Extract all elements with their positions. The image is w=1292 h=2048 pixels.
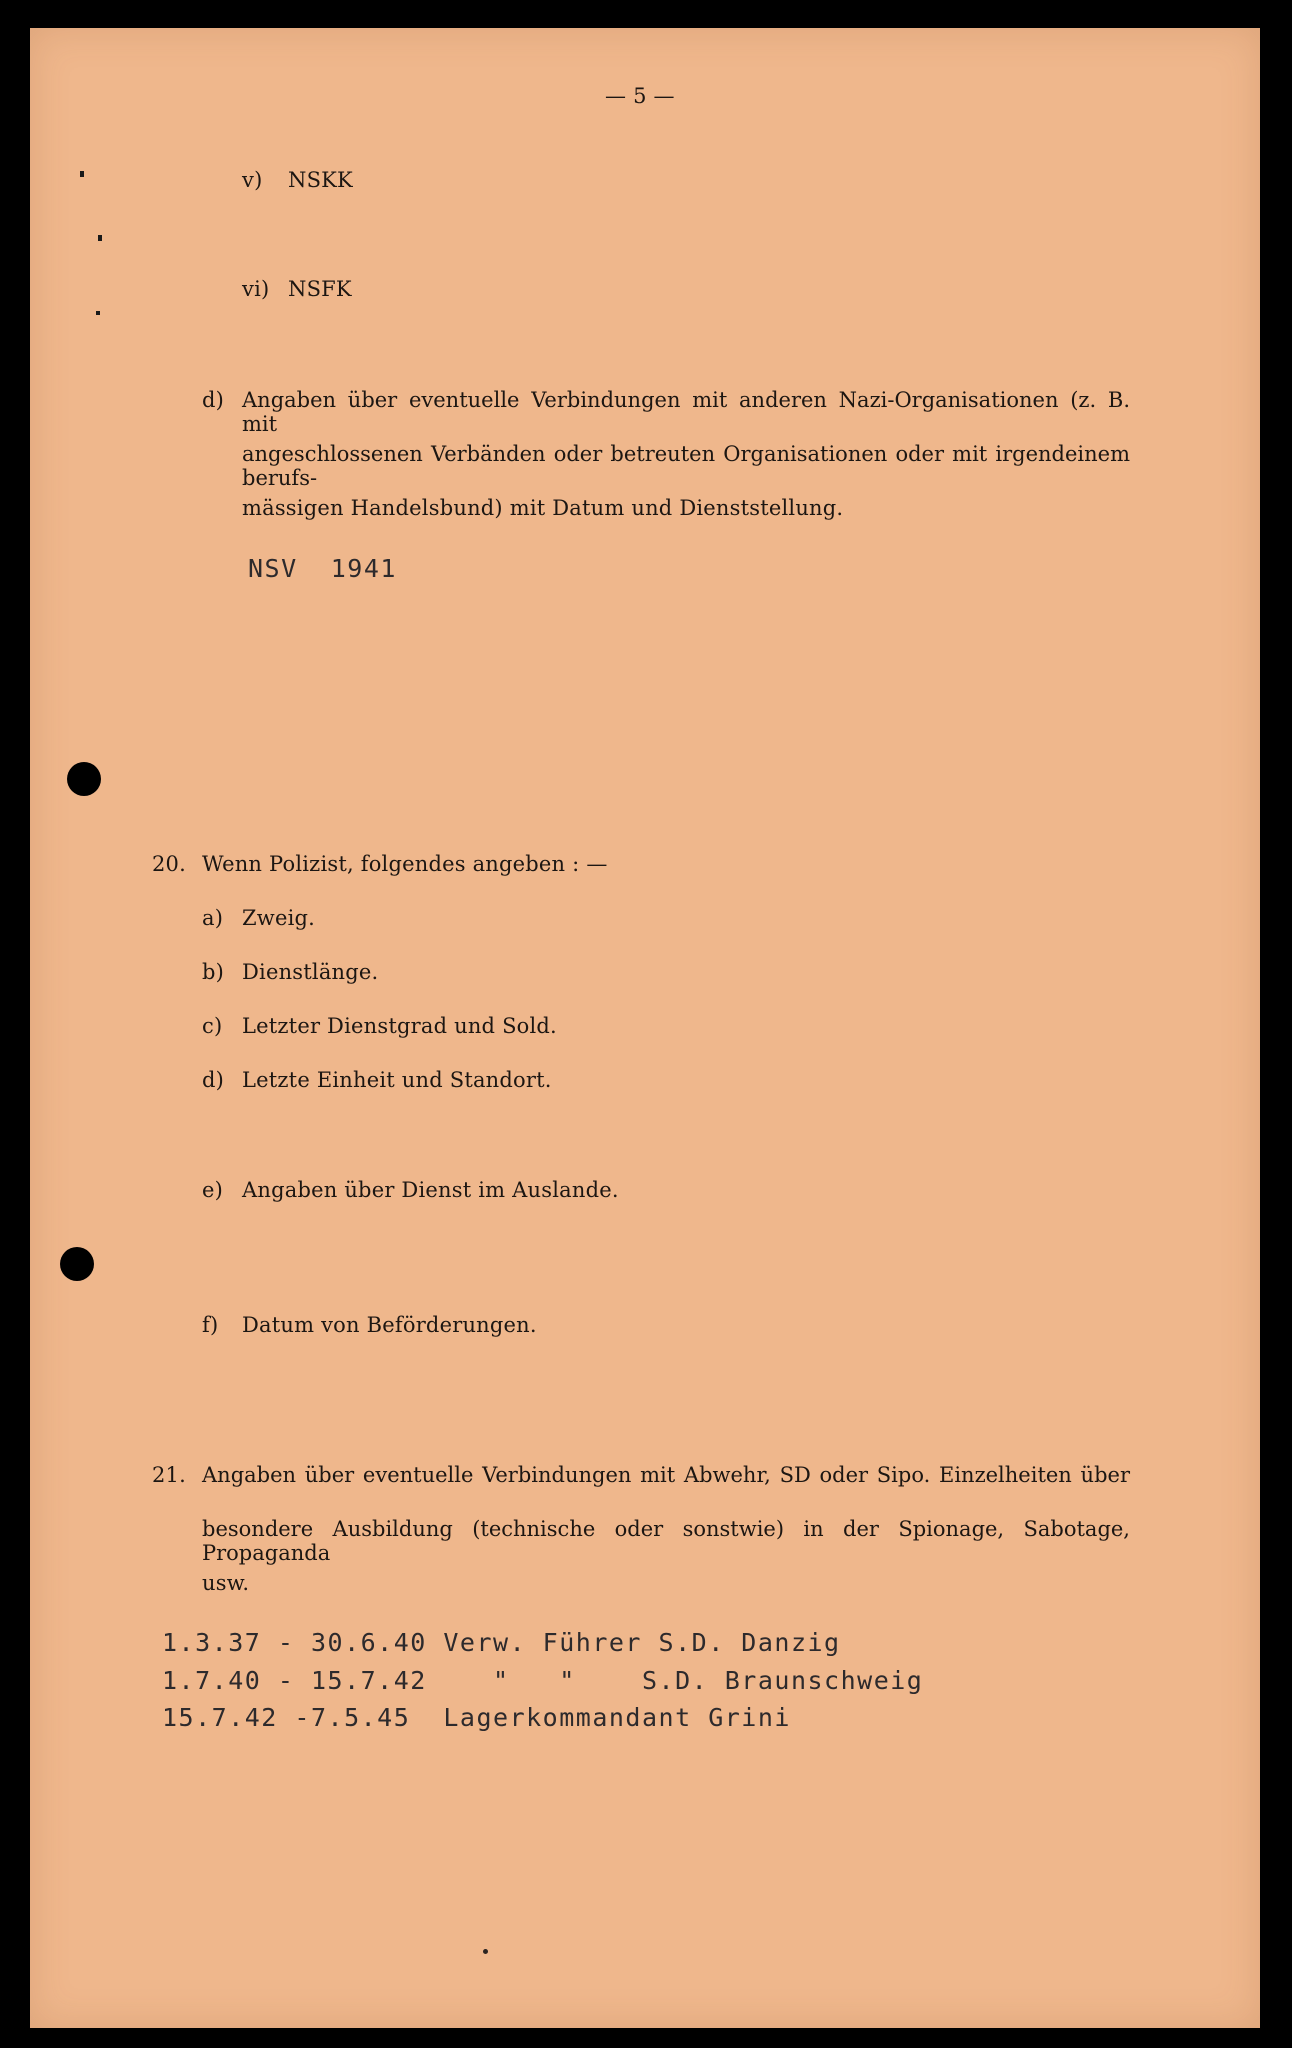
q20-item-d-text: Letzte Einheit und Standort. <box>242 1068 552 1092</box>
q20-item-b-text: Dienstlänge. <box>242 960 379 984</box>
q21-typed-answer-2: 1.7.40 - 15.7.42 " " S.D. Braunschweig <box>162 1666 924 1695</box>
q20-item-f-label: f) <box>202 1313 219 1337</box>
punch-hole-bottom <box>60 1247 94 1281</box>
q20-item-a-label: a) <box>202 906 224 930</box>
item-d-label: d) <box>202 388 225 412</box>
q20-item-a-text: Zweig. <box>242 906 316 930</box>
margin-speck <box>80 171 84 177</box>
q20-item-d-label: d) <box>202 1068 225 1092</box>
item-v-label: v) <box>242 168 263 192</box>
punch-hole-top <box>67 762 101 796</box>
question-21-line-3: usw. <box>202 1571 250 1595</box>
q20-item-b-label: b) <box>202 960 225 984</box>
document-page <box>30 28 1260 2028</box>
item-d-line-1: Angaben über eventuelle Verbindungen mit anderen Nazi-Organisationen (z. B. mit <box>242 388 1130 436</box>
q20-item-f-text: Datum von Beförderungen. <box>242 1313 537 1337</box>
item-d-line-2: angeschlossenen Verbänden oder betreuten Organisationen oder mit irgendeinem berufs- <box>242 442 1130 490</box>
item-vi-text: NSFK <box>288 277 352 301</box>
question-20-number: 20. <box>152 852 186 876</box>
question-21-line-1: Angaben über eventuelle Verbindungen mit Abwehr, SD oder Sipo. Einzelheiten über <box>202 1463 1130 1487</box>
margin-speck <box>98 235 102 241</box>
question-21-number: 21. <box>152 1463 186 1487</box>
q21-typed-answer-1: 1.3.37 - 30.6.40 Verw. Führer S.D. Danzig <box>162 1628 841 1657</box>
q20-item-e-label: e) <box>202 1178 224 1202</box>
q20-item-e-text: Angaben über Dienst im Auslande. <box>242 1178 619 1202</box>
q20-item-c-text: Letzter Dienstgrad und Sold. <box>242 1014 557 1038</box>
q20-item-c-label: c) <box>202 1014 223 1038</box>
item-vi-label: vi) <box>242 277 270 301</box>
margin-speck <box>96 311 100 315</box>
page-dot <box>483 1949 488 1954</box>
q21-typed-answer-3: 15.7.42 -7.5.45 Lagerkommandant Grini <box>162 1703 791 1732</box>
question-21-line-2: besondere Ausbildung (technische oder sonstwie) in der Spionage, Sabotage, Propaganda <box>202 1517 1130 1565</box>
question-20-text: Wenn Polizist, folgendes angeben : — <box>202 852 608 876</box>
item-v-text: NSKK <box>288 168 353 192</box>
item-d-typed-answer: NSV 1941 <box>248 554 397 583</box>
page-number: — 5 — <box>605 84 675 108</box>
item-d-line-3: mässigen Handelsbund) mit Datum und Dienststellung. <box>242 496 844 520</box>
